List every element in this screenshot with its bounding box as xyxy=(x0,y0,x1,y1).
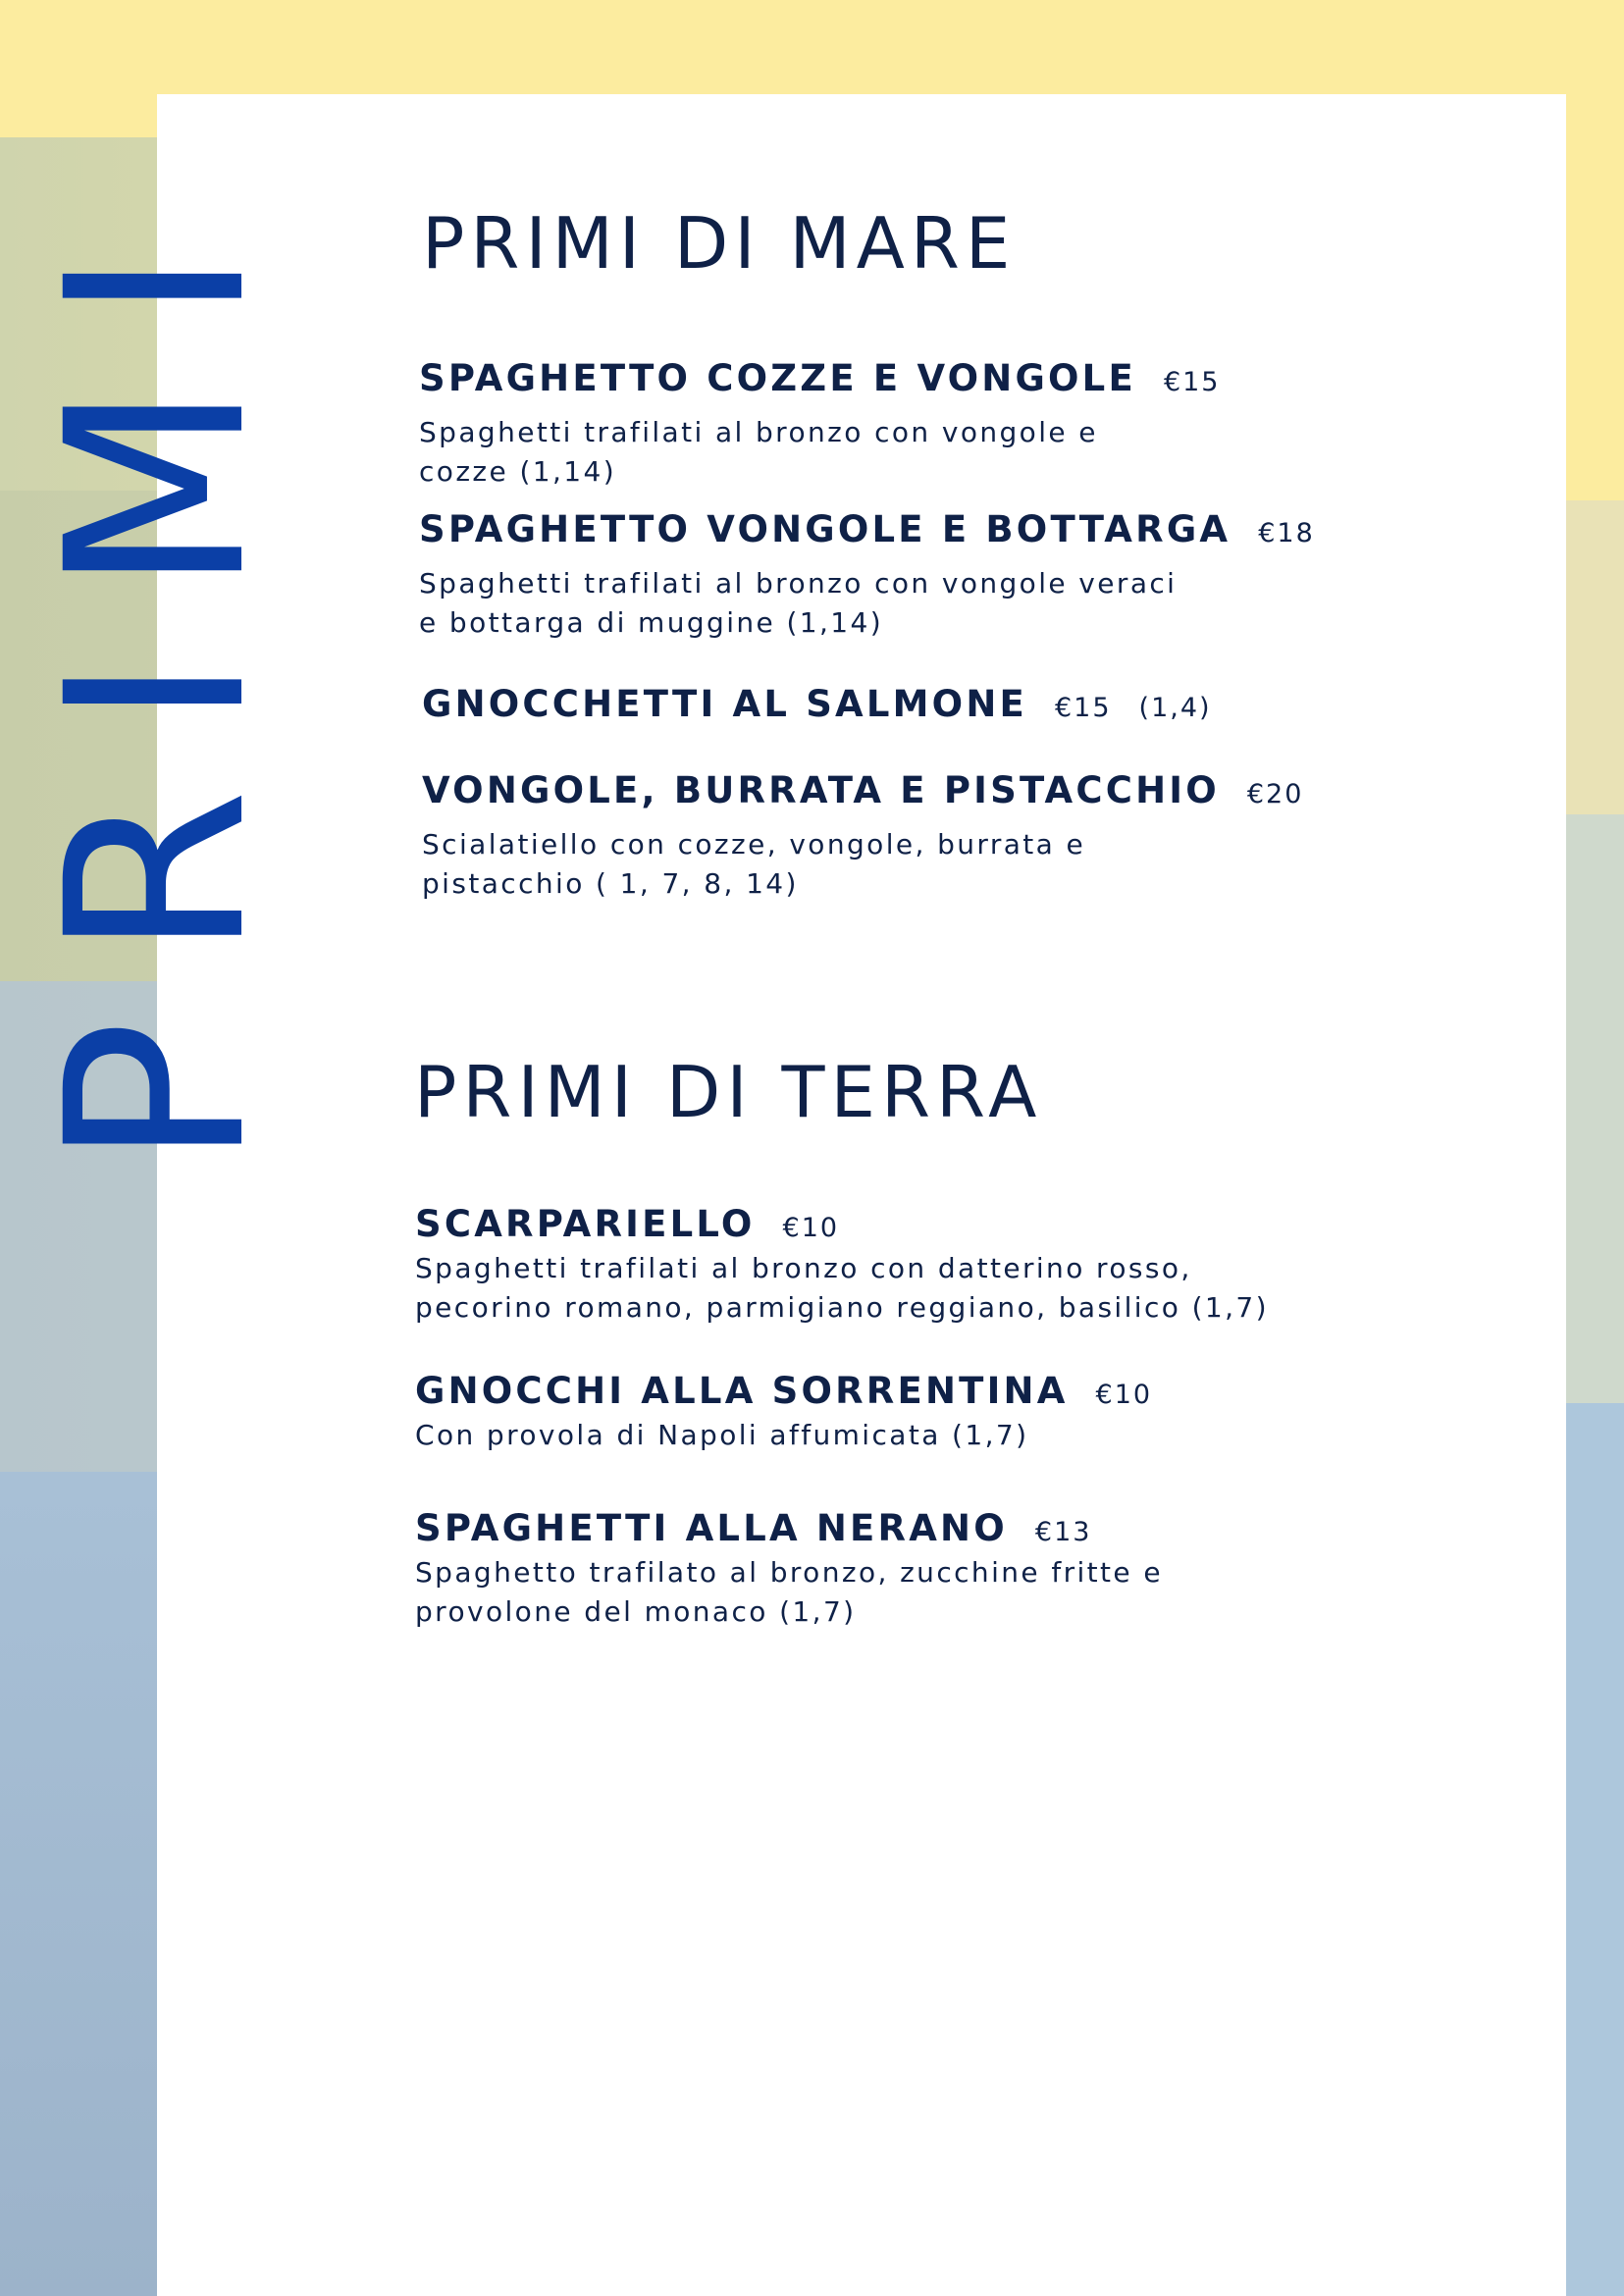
item-price: €13 xyxy=(1034,1517,1092,1547)
item-description xyxy=(415,1249,1396,1328)
menu-item xyxy=(422,683,1403,725)
menu-item xyxy=(415,1203,1396,1328)
menu-item xyxy=(419,357,1400,492)
description-line: cozze (1,14) xyxy=(419,455,617,488)
description-line: Spaghetto trafilato al bronzo, zucchine fritte e xyxy=(415,1556,1163,1589)
menu-page xyxy=(157,94,1566,2296)
item-description xyxy=(422,825,1403,904)
item-price: €10 xyxy=(1095,1380,1153,1410)
item-price: €15 xyxy=(1054,693,1112,723)
menu-item xyxy=(415,1370,1396,1455)
item-name: SPAGHETTO VONGOLE E BOTTARGA xyxy=(419,508,1231,550)
section-title-terra: PRIMI DI TERRA xyxy=(414,1051,1043,1133)
item-price: €20 xyxy=(1246,779,1304,809)
item-price: €18 xyxy=(1258,518,1315,548)
item-description xyxy=(415,1416,1396,1455)
item-name: VONGOLE, BURRATA E PISTACCHIO xyxy=(422,769,1220,811)
background-band xyxy=(1565,500,1624,814)
item-price: €15 xyxy=(1163,367,1221,397)
item-description xyxy=(415,1553,1396,1632)
item-name: GNOCCHETTI AL SALMONE xyxy=(422,683,1027,725)
description-line: pistacchio ( 1, 7, 8, 14) xyxy=(422,867,799,900)
item-name: SCARPARIELLO xyxy=(415,1203,756,1245)
description-line: Spaghetti trafilati al bronzo con vongole e xyxy=(419,416,1098,448)
background-band xyxy=(1565,1403,1624,2296)
menu-item xyxy=(415,1507,1396,1632)
background-band xyxy=(1565,0,1624,500)
description-line: Scialatiello con cozze, vongole, burrata e xyxy=(422,828,1086,861)
description-line: e bottarga di muggine (1,14) xyxy=(419,606,884,639)
item-name: SPAGHETTI ALLA NERANO xyxy=(415,1507,1008,1549)
item-name: SPAGHETTO COZZE E VONGOLE xyxy=(419,357,1136,399)
description-line: pecorino romano, parmigiano reggiano, basilico (1,7) xyxy=(415,1291,1269,1324)
item-description xyxy=(419,564,1400,643)
menu-item xyxy=(419,508,1400,643)
vertical-title xyxy=(14,59,299,1168)
description-line: provolone del monaco (1,7) xyxy=(415,1595,857,1628)
item-allergens: (1,4) xyxy=(1138,693,1212,723)
description-line: Spaghetti trafilati al bronzo con datterino rosso, xyxy=(415,1252,1192,1284)
background-band xyxy=(1565,814,1624,1403)
item-name: GNOCCHI ALLA SORRENTINA xyxy=(415,1370,1069,1412)
item-price: €10 xyxy=(782,1213,840,1243)
menu-item xyxy=(422,769,1403,904)
item-description xyxy=(419,413,1400,492)
menu-content xyxy=(157,94,1566,2296)
description-line: Con provola di Napoli affumicata (1,7) xyxy=(415,1419,1029,1451)
section-title-mare: PRIMI DI MARE xyxy=(422,202,1017,285)
description-line: Spaghetti trafilati al bronzo con vongole veraci xyxy=(419,567,1178,600)
vertical-title-text: PRIMI xyxy=(14,188,299,1168)
